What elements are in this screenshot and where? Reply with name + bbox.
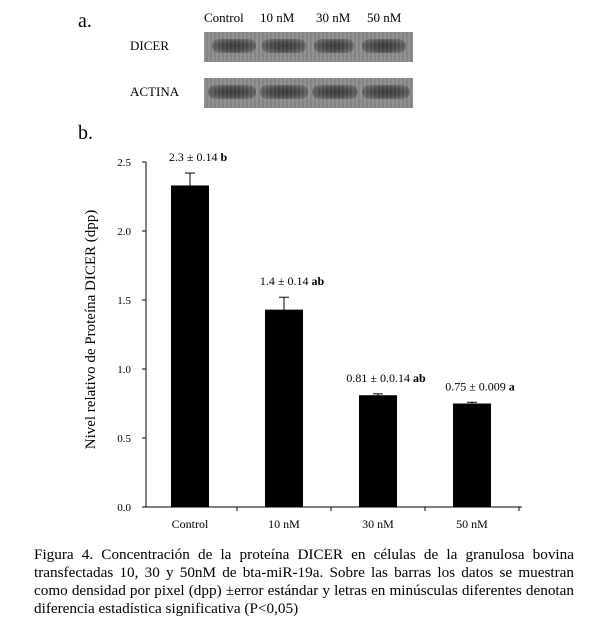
bar <box>265 310 303 507</box>
data-label-value: 1.4 ± 0.14 <box>259 274 312 289</box>
blot-column-control: Control <box>204 10 244 25</box>
x-tick-label: 50 nM <box>456 517 488 531</box>
y-axis-label: Nivel relativo de Proteína DICER (dpp) <box>83 209 99 450</box>
y-tick-label: 1.0 <box>117 364 131 376</box>
y-tick-label: 0.0 <box>117 502 131 514</box>
y-tick-label: 0.5 <box>117 433 131 445</box>
panel-a-label: a. <box>78 10 92 32</box>
y-tick-label: 1.5 <box>117 295 131 307</box>
blot-column-30nm: 30 nM <box>316 10 351 25</box>
blot-row-label-dicer: DICER <box>130 38 169 53</box>
bar <box>359 395 397 507</box>
blot-column-10nm: 10 nM <box>260 10 295 25</box>
bar <box>453 404 491 508</box>
data-label-letter: b <box>220 150 228 165</box>
blot-column-50nm: 50 nM <box>367 10 402 25</box>
panel-b-label: b. <box>78 122 93 144</box>
data-label-letter: ab <box>311 274 325 289</box>
data-label <box>260 274 325 288</box>
data-label-letter: ab <box>412 370 426 385</box>
y-tick-label: 2.0 <box>117 226 131 238</box>
x-tick-label: Control <box>171 517 209 531</box>
data-label-letter: a <box>508 379 515 394</box>
data-label <box>169 150 228 164</box>
y-tick-label: 2.5 <box>117 157 131 169</box>
data-label <box>445 379 515 393</box>
x-tick-label: 30 nM <box>362 517 394 531</box>
x-tick-label: 10 nM <box>268 517 300 531</box>
data-label-value: 0.81 ± 0.0.14 <box>346 370 413 385</box>
bar <box>171 185 209 507</box>
data-label <box>346 371 426 385</box>
figure-caption: Figura 4. Concentración de la proteína DICER en células de la granulosa bovina transfectadas 10, 30 y 50nM de bta-miR-19a. Sobre las barras los datos se muestran como densidad por pixel (dpp) ±error estándar y letras en minúsculas diferentes denotan diferencia estadística significativa (P<0,05) <box>34 546 574 617</box>
blot-row-label-actina: ACTINA <box>130 84 180 99</box>
data-label-value: 2.3 ± 0.14 <box>168 150 221 165</box>
data-label-value: 0.75 ± 0.009 <box>445 379 509 394</box>
